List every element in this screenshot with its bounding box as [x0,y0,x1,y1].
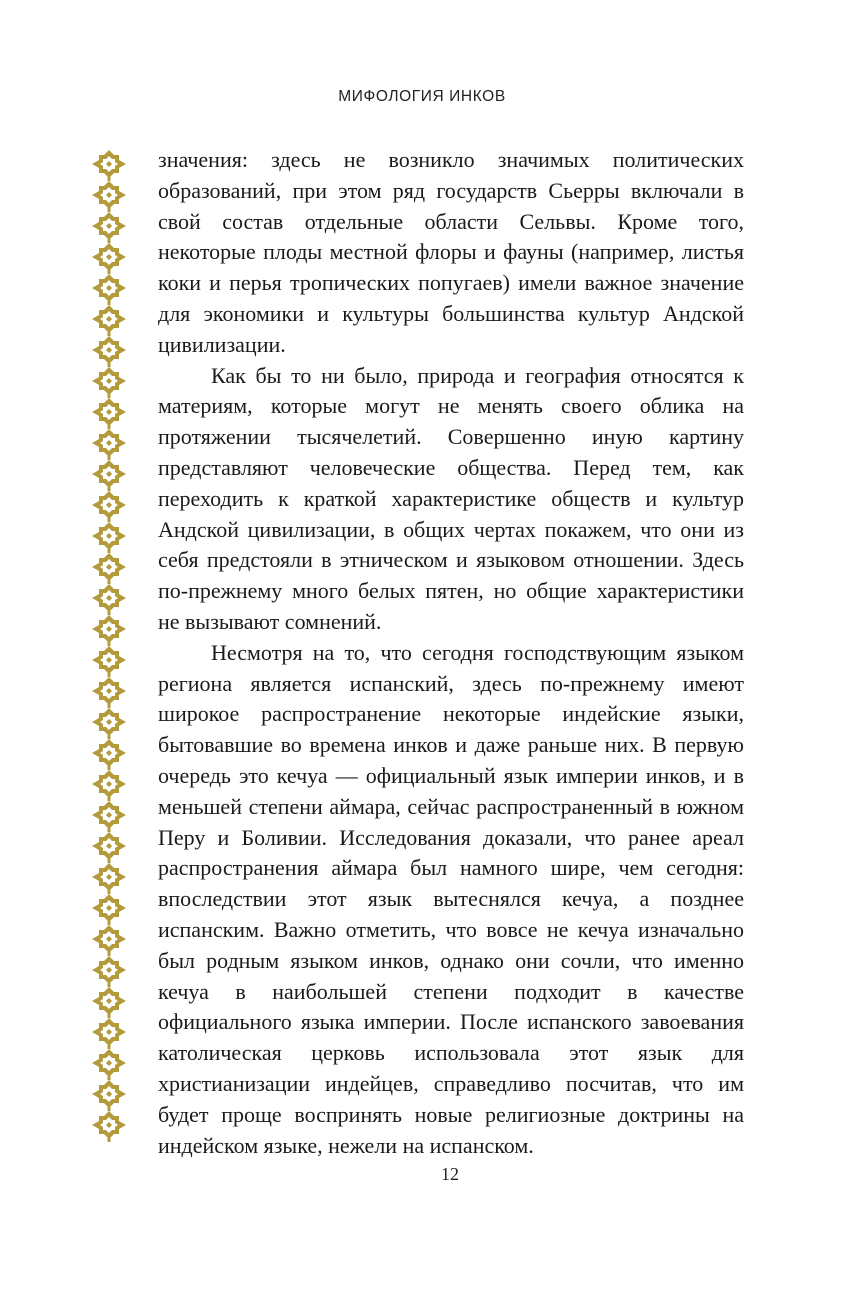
ornament-motif [92,801,126,832]
ornament-motif [92,646,126,677]
ornament-border [90,150,128,1158]
ornament-motif [92,770,126,801]
ornament-motif [92,739,126,770]
ornament-motif [92,894,126,925]
page-number: 12 [441,1164,459,1184]
paragraph-1: значения: здесь не возникло значимых политических образований, при этом ряд государств Сьерры включали в свой состав отдельные области Сельвы. Кроме того, некоторые плоды местной флоры и фауны (например, листья коки и перья тропических попугаев) имели важное значение для экономики и культуры большинства культур Андской цивилизации. [158,147,744,357]
ornament-motif [92,1111,126,1142]
running-head: МИФОЛОГИЯ ИНКОВ [338,88,506,105]
ornament-motif [92,243,126,274]
ornament-motif [92,925,126,956]
ornament-motif [92,708,126,739]
ornament-motif [92,1049,126,1080]
ornament-motif [92,491,126,522]
ornament-motif [92,832,126,863]
ornament-motif [92,522,126,553]
ornament-motif [92,274,126,305]
ornament-motif [92,429,126,460]
ornament-motif [92,367,126,398]
ornament-motif [92,212,126,243]
ornament-motif [92,677,126,708]
ornament-motif [92,398,126,429]
ornament-motif [92,336,126,367]
paragraph-2: Как бы то ни было, природа и география относятся к материям, которые могут не менять своего облика на протяжении тысячелетий. Совершенно иную картину представляют человеческие общества. Перед тем, как переходить к краткой характеристике обществ и культур Андской цивилизации, в общих чертах покажем, что они из себя предстояли в этническом и языковом отношении. Здесь по-прежнему много белых пятен, но общие характеристики не вызывают сомнений. [158,362,744,634]
ornament-motif [92,150,126,181]
ornament-motif [92,460,126,491]
ornament-motif [92,584,126,615]
ornament-motif [92,1018,126,1049]
paragraph-3: Несмотря на то, что сегодня господствующим языком региона является испанский, здесь по-прежнему имеют широкое распространение некоторые индейские языки, бытовавшие во времена инков и даже раньше них. В первую очередь это кечуа — официальный язык империи инков, и в меньшей степени аймара, сейчас распространенный в южном Перу и Боливии. Исследования доказали, что ранее ареал распространения аймара был намного шире, чем сегодня: впоследствии этот язык вытеснялся кечуа, а позднее испанским. Важно отметить, что вовсе не кечуа изначально был родным языком инков, однако они сочли, что именно кечуа в наибольшей степени подходит в качестве официального языка империи. После испанского завоевания католическая церковь использовала этот язык для христианизации индейцев, справедливо посчитав, что им будет проще воспринять новые религиозные доктрины на индейском языке, нежели на испанском. [158,639,744,1158]
ornament-motif [92,987,126,1018]
ornament-motif [92,615,126,646]
ornament-motif [92,305,126,336]
ornament-motif [92,863,126,894]
ornament-motif [92,1080,126,1111]
ornament-motif [92,956,126,987]
ornament-motif [92,181,126,212]
ornament-motif [92,553,126,584]
body-text [158,145,744,1161]
andean-step-diamond-icon [90,150,128,1158]
